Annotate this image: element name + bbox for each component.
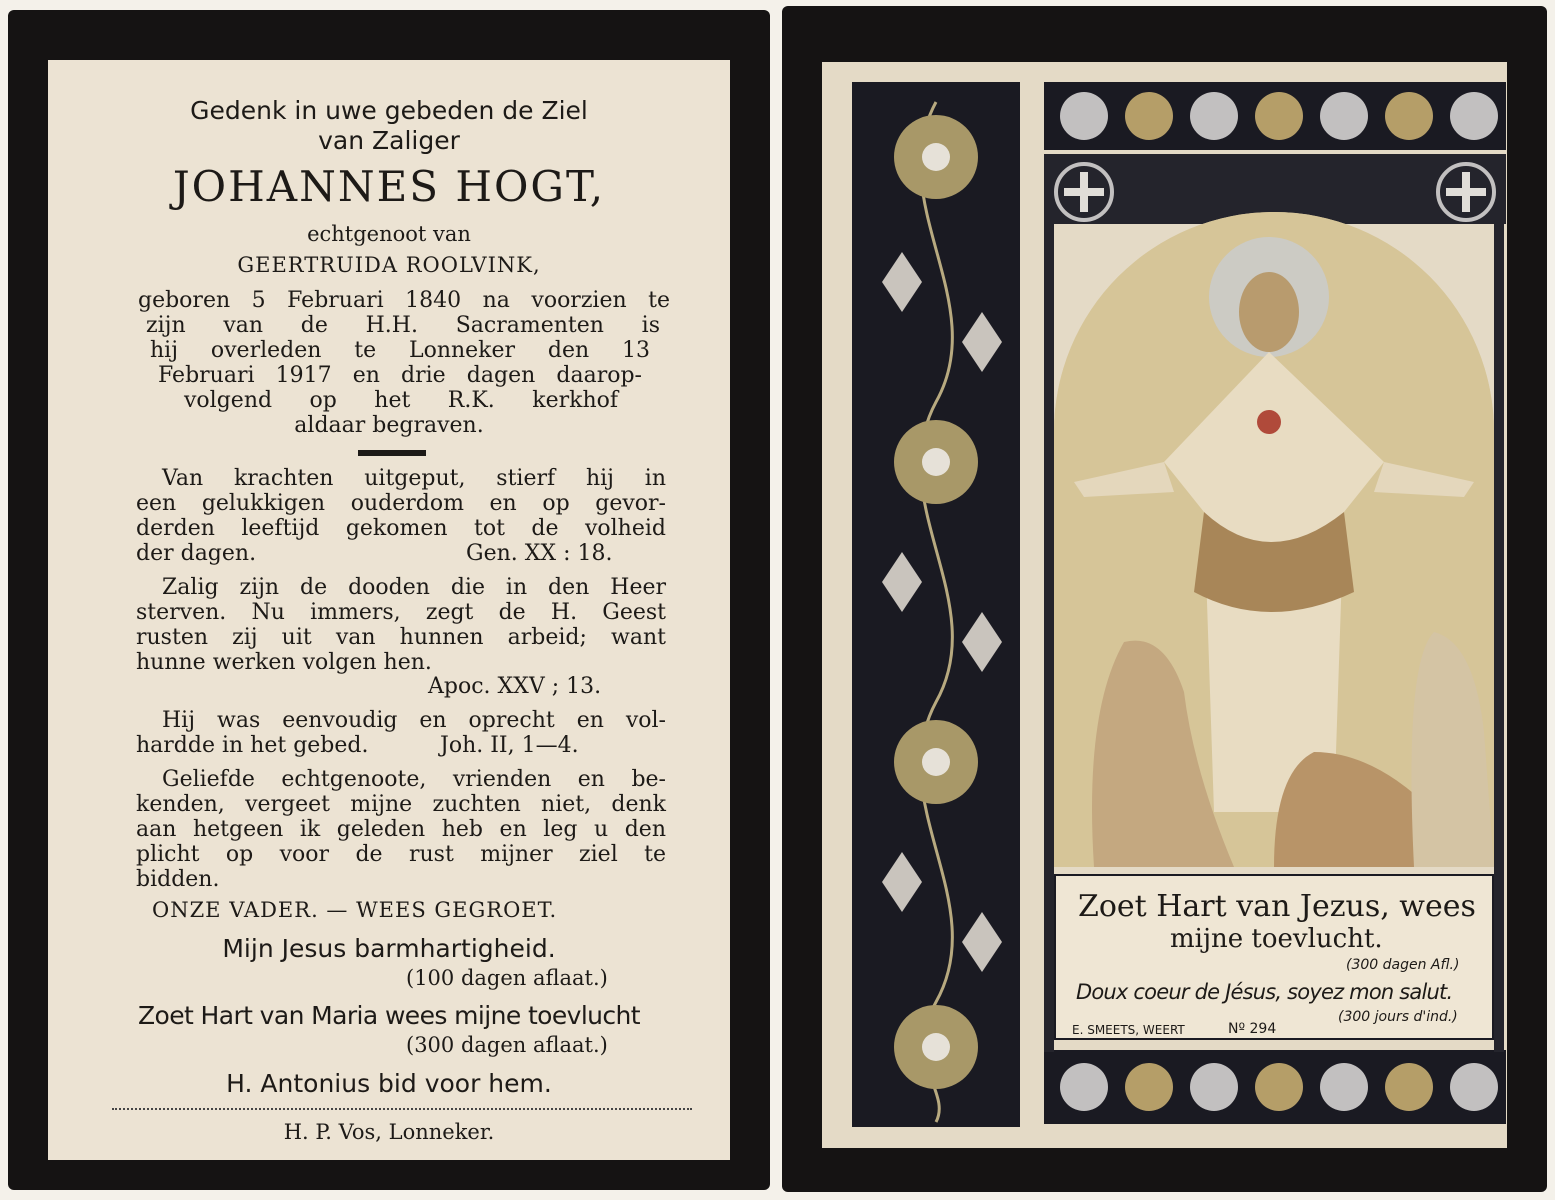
verse3-last: hardde in het gebed. — [136, 733, 369, 758]
christ-figure-icon — [1054, 212, 1494, 867]
bio-line: volgend op het R.K. kerkhof — [184, 388, 618, 413]
ejaculation-2: Zoet Hart van Maria wees mijne toevlucht — [137, 1001, 641, 1030]
floral-vine-icon — [852, 82, 1020, 1127]
verse1-line: een gelukkigen ouderdom en op gevor- — [136, 491, 666, 516]
verse2-ref: Apoc. XXV ; 13. — [428, 674, 602, 699]
bio-line: Februari 1917 en drie dagen daarop- — [158, 363, 642, 388]
plea-line: Geliefde echtgenoote, vrienden en be- — [162, 767, 666, 792]
arch-pillar — [1044, 222, 1054, 1052]
sacred-heart-picture — [1054, 212, 1494, 867]
printer-line: H. P. Vos, Lonneker. — [283, 1120, 495, 1144]
verse3-ref: Joh. II, 1—4. — [440, 733, 579, 758]
rosette-row-icon — [1044, 1050, 1506, 1124]
arch-pillar — [1494, 222, 1504, 1052]
text-panel — [48, 60, 730, 1160]
caption-note: (300 dagen Afl.) — [1346, 957, 1460, 973]
bio-line: zijn van de H.H. Sacramenten is — [146, 313, 660, 338]
caption-line-2: mijne toevlucht. — [1170, 924, 1383, 954]
floral-side-border — [852, 82, 1020, 1127]
ejaculation-3: H. Antonius bid voor hem. — [226, 1069, 552, 1098]
verse1-line: Van krachten uitgeput, stierf hij in — [162, 466, 666, 491]
ejaculation-2-note: (300 dagen aflaat.) — [406, 1033, 608, 1057]
verse2-line: rusten zij uit van hunnen arbeid; want — [136, 625, 666, 650]
verse2-last: hunne werken volgen hen. — [136, 650, 432, 675]
divider-rule — [358, 450, 426, 456]
verse1-ref: Gen. XX : 18. — [466, 541, 613, 566]
ejaculation-1: Mijn Jesus barmhartigheid. — [222, 934, 556, 963]
plea-line: kenden, vergeet mijne zuchten niet, denk — [136, 792, 666, 817]
intro-line-1: Gedenk in uwe gebeden de Ziel — [190, 96, 588, 125]
ejaculation-1-note: (100 dagen aflaat.) — [406, 966, 608, 990]
dotted-rule — [112, 1108, 692, 1110]
plea-last: bidden. — [136, 867, 220, 892]
spouse-name: GEERTRUIDA ROOLVINK, — [237, 253, 541, 277]
publisher-name: E. SMEETS, WEERT — [1072, 1023, 1185, 1037]
bio-line: geboren 5 Februari 1840 na voorzien te — [138, 288, 670, 313]
bio-line: hij overleden te Lonneker den 13 — [150, 338, 650, 363]
spouse-intro: echtgenoot van — [307, 222, 471, 246]
memorial-card-image-side — [782, 6, 1547, 1192]
verse2-line: sterven. Nu immers, zegt de H. Geest — [136, 600, 666, 625]
bio-line: aldaar begraven. — [294, 413, 484, 438]
caption-french-note: (300 jours d'ind.) — [1338, 1009, 1458, 1025]
top-rosette-border — [1044, 82, 1506, 150]
rosette-row-icon — [1044, 82, 1506, 150]
verse3-line: Hij was eenvoudig en oprecht en vol- — [162, 708, 666, 733]
verse1-line: derden leeftijd gekomen tot de volheid — [136, 516, 666, 541]
caption-french: Doux coeur de Jésus, soyez mon salut. — [1076, 980, 1453, 1004]
bottom-rosette-border — [1044, 1050, 1506, 1124]
intro-line-2: van Zaliger — [318, 126, 460, 155]
ornamental-frame — [822, 62, 1507, 1148]
caption-panel — [1054, 874, 1494, 1040]
verse1-last: der dagen. — [136, 541, 257, 566]
plea-line: aan hetgeen ik geleden heb en leg u den — [136, 817, 666, 842]
prayers-line: ONZE VADER. — WEES GEGROET. — [152, 898, 558, 922]
caption-line-1: Zoet Hart van Jezus, wees — [1078, 889, 1476, 924]
verse2-line: Zalig zijn de dooden die in den Heer — [162, 575, 666, 600]
memorial-card-text-side — [8, 10, 770, 1190]
deceased-name: JOHANNES HOGT, — [172, 162, 606, 211]
plea-line: plicht op voor de rust mijner ziel te — [136, 842, 666, 867]
card-number: Nº 294 — [1228, 1021, 1277, 1037]
